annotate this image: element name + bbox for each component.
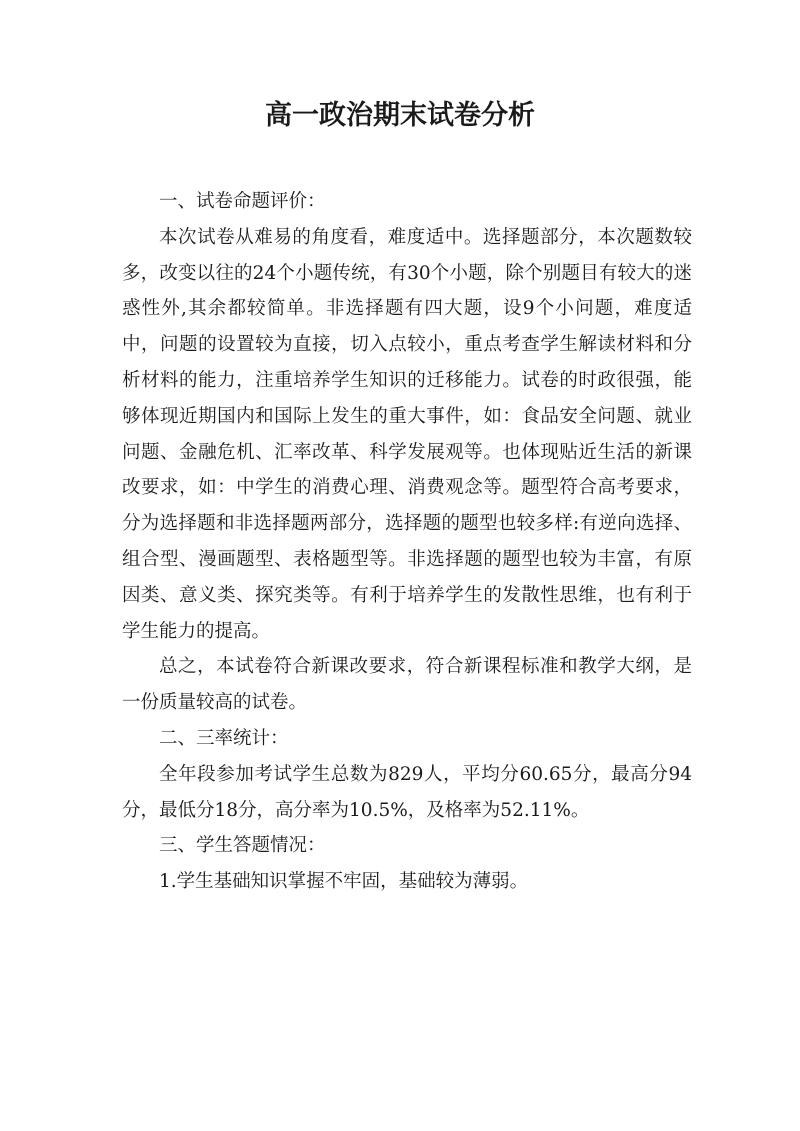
document-title: 高一政治期末试卷分析 [265,100,535,131]
document-body [122,184,692,900]
section-heading-1: 一、试卷命题评价： [159,191,326,212]
paragraph-evaluation: 本次试卷从难易的角度看，难度适中。选择题部分，本次题数较多，改变以往的24个小题传统，有30个小题，除个别题目有较大的迷惑性外,其余都较简单。非选择题有四大题，设9个小问题，难度适中，问题的设置较为直接，切入点较小，重点考查学生解读材料和分析材料的能力，注重培养学生知识的迁移能力。试卷的时政很强，能够体现近期国内和国际上发生的重大事件，如：食品安全问题、就业问题、金融危机、汇率改革、科学发展观等。也体现贴近生活的新课改要求，如：中学生的消费心理、消费观念等。题型符合高考要求，分为选择题和非选择题两部分，选择题的题型也较多样:有逆向选择、组合型、漫画题型、表格题型等。非选择题的题型也较为丰富，有原因类、意义类、探究类等。有利于培养学生的发散性思维，也有利于学生能力的提高。 [122,226,692,642]
paragraph-summary: 总之，本试卷符合新课改要求，符合新课程标准和教学大纲，是一份质量较高的试卷。 [122,656,692,714]
section-heading-3: 三、学生答题情况： [159,835,326,857]
paragraph-answer-point-1: 1.学生基础知识掌握不牢固，基础较为薄弱。 [159,871,529,893]
paragraph-statistics: 全年段参加考试学生总数为829人，平均分60.65分，最高分94分，最低分18分，高分率为10.5%，及格率为52.11%。 [122,763,692,821]
section-heading-2: 二、三率统计： [159,727,289,749]
